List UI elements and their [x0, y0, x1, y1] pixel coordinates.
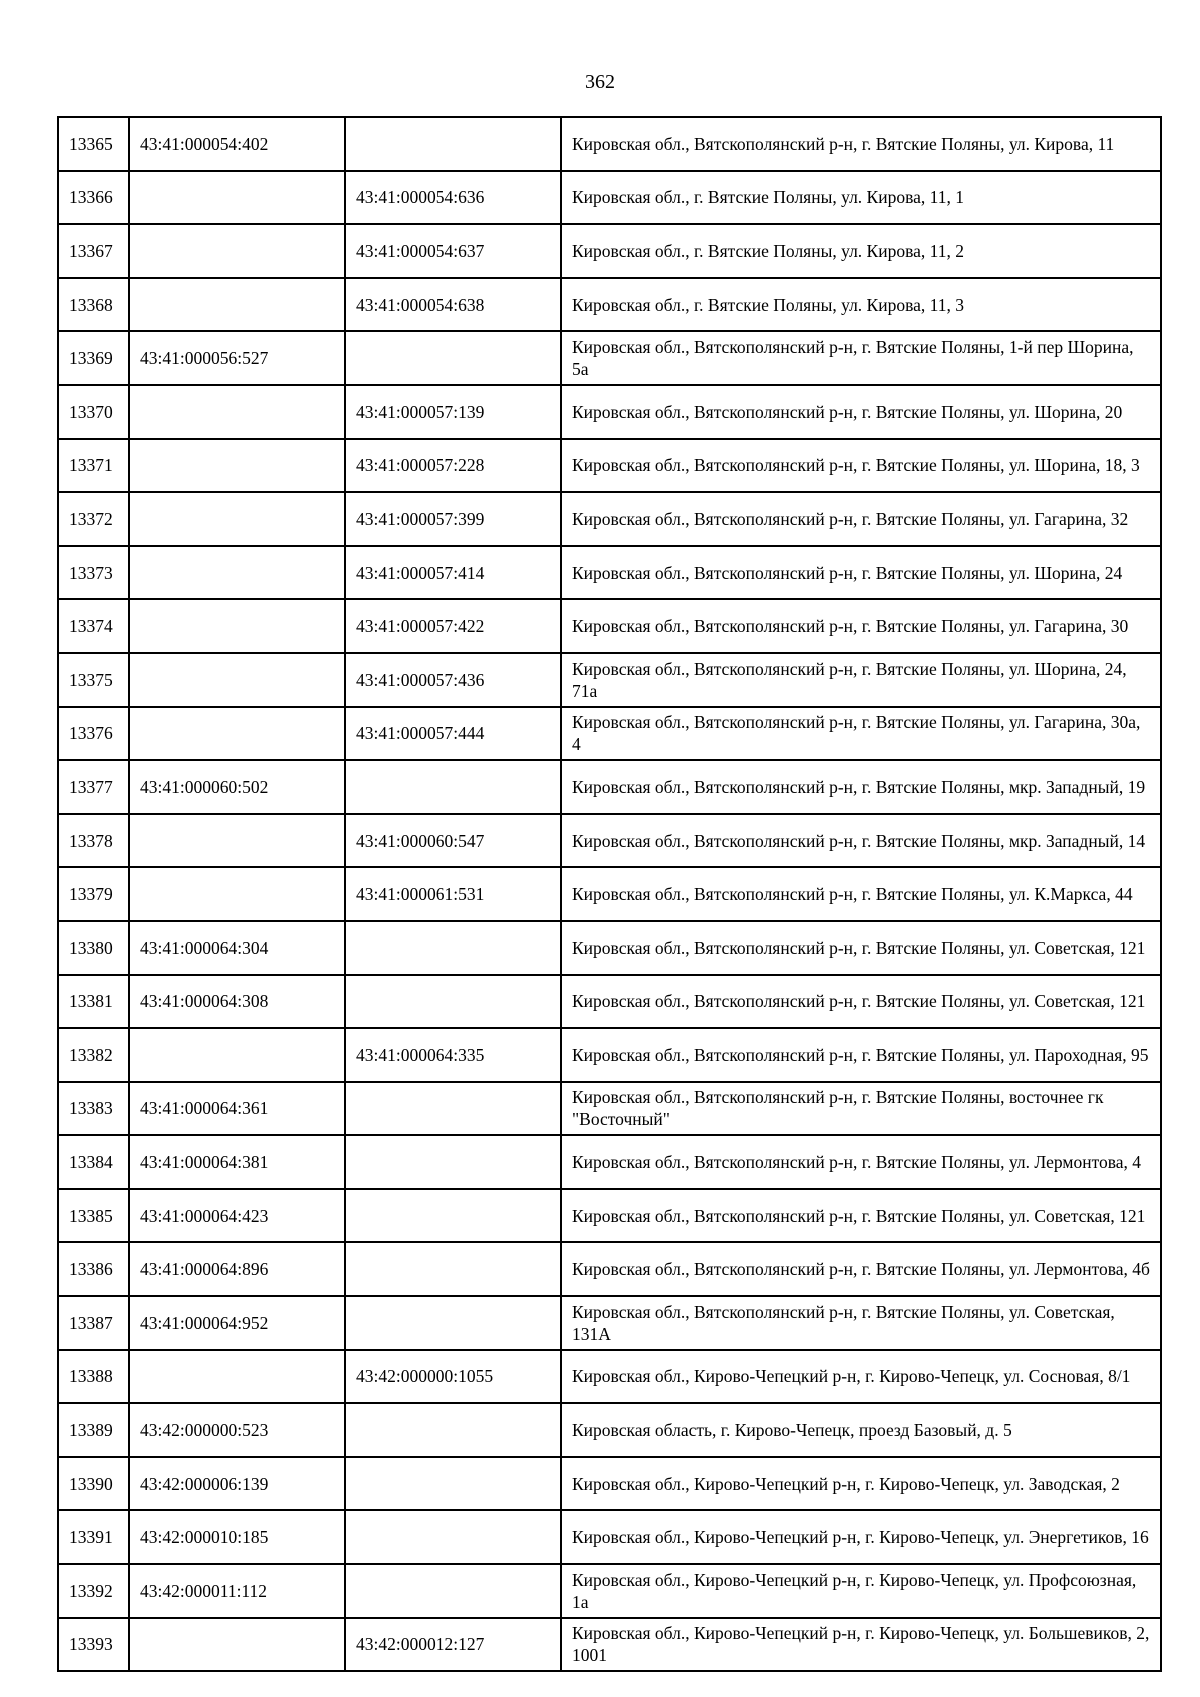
- table-row: [58, 1510, 1161, 1564]
- cadastral-number-cell: [129, 599, 345, 653]
- related-cadastral-number-cell: 43:41:000057:444: [345, 707, 561, 761]
- cadastral-number-cell: 43:41:000054:402: [129, 117, 345, 171]
- row-number-cell: 13379: [58, 867, 129, 921]
- address-cell: Кировская обл., Вятскополянский р-н, г. Вятские Поляны, ул. Шорина, 24: [561, 546, 1161, 600]
- related-cadastral-number-cell: 43:41:000057:436: [345, 653, 561, 707]
- table-row: [58, 707, 1161, 761]
- address-cell: Кировская обл., Вятскополянский р-н, г. Вятские Поляны, ул. Лермонтова, 4: [561, 1135, 1161, 1189]
- related-cadastral-number-cell: 43:41:000054:637: [345, 224, 561, 278]
- row-number-cell: 13382: [58, 1028, 129, 1082]
- row-number-cell: 13392: [58, 1564, 129, 1618]
- row-number-cell: 13381: [58, 975, 129, 1029]
- related-cadastral-number-cell: 43:41:000057:228: [345, 439, 561, 493]
- related-cadastral-number-cell: 43:41:000057:414: [345, 546, 561, 600]
- related-cadastral-number-cell: 43:41:000061:531: [345, 867, 561, 921]
- address-cell: Кировская обл., Вятскополянский р-н, г. Вятские Поляны, ул. Советская, 121: [561, 975, 1161, 1029]
- table-row: [58, 1350, 1161, 1404]
- row-number-cell: 13374: [58, 599, 129, 653]
- row-number-cell: 13376: [58, 707, 129, 761]
- related-cadastral-number-cell: 43:41:000057:139: [345, 385, 561, 439]
- address-cell: Кировская обл., Вятскополянский р-н, г. Вятские Поляны, ул. Гагарина, 30: [561, 599, 1161, 653]
- address-cell: Кировская обл., Кирово-Чепецкий р-н, г. Кирово-Чепецк, ул. Энергетиков, 16: [561, 1510, 1161, 1564]
- address-cell: Кировская обл., Вятскополянский р-н, г. Вятские Поляны, ул. Советская, 121: [561, 1189, 1161, 1243]
- row-number-cell: 13378: [58, 814, 129, 868]
- cadastral-number-cell: 43:42:000006:139: [129, 1457, 345, 1511]
- table-row: [58, 599, 1161, 653]
- address-cell: Кировская обл., Вятскополянский р-н, г. Вятские Поляны, ул. Шорина, 18, 3: [561, 439, 1161, 493]
- address-cell: Кировская обл., Вятскополянский р-н, г. Вятские Поляны, мкр. Западный, 14: [561, 814, 1161, 868]
- row-number-cell: 13371: [58, 439, 129, 493]
- related-cadastral-number-cell: [345, 331, 561, 385]
- row-number-cell: 13377: [58, 760, 129, 814]
- table-row: [58, 546, 1161, 600]
- related-cadastral-number-cell: 43:41:000054:638: [345, 278, 561, 332]
- related-cadastral-number-cell: [345, 1457, 561, 1511]
- registry-table: [57, 116, 1162, 1672]
- row-number-cell: 13380: [58, 921, 129, 975]
- row-number-cell: 13391: [58, 1510, 129, 1564]
- related-cadastral-number-cell: [345, 1082, 561, 1136]
- cadastral-number-cell: 43:42:000000:523: [129, 1403, 345, 1457]
- registry-table-body: [58, 117, 1161, 1671]
- related-cadastral-number-cell: [345, 760, 561, 814]
- row-number-cell: 13387: [58, 1296, 129, 1350]
- related-cadastral-number-cell: [345, 117, 561, 171]
- cadastral-number-cell: [129, 492, 345, 546]
- cadastral-number-cell: [129, 814, 345, 868]
- cadastral-number-cell: 43:41:000064:361: [129, 1082, 345, 1136]
- related-cadastral-number-cell: 43:42:000000:1055: [345, 1350, 561, 1404]
- address-cell: Кировская обл., Вятскополянский р-н, г. Вятские Поляны, ул. К.Маркса, 44: [561, 867, 1161, 921]
- cadastral-number-cell: [129, 439, 345, 493]
- cadastral-number-cell: [129, 278, 345, 332]
- cadastral-number-cell: 43:41:000064:304: [129, 921, 345, 975]
- address-cell: Кировская обл., Вятскополянский р-н, г. Вятские Поляны, ул. Советская, 121: [561, 921, 1161, 975]
- related-cadastral-number-cell: 43:41:000057:422: [345, 599, 561, 653]
- table-row: [58, 1618, 1161, 1672]
- table-row: [58, 975, 1161, 1029]
- address-cell: Кировская обл., г. Вятские Поляны, ул. Кирова, 11, 3: [561, 278, 1161, 332]
- table-row: [58, 492, 1161, 546]
- address-cell: Кировская обл., Вятскополянский р-н, г. Вятские Поляны, ул. Гагарина, 30а, 4: [561, 707, 1161, 761]
- table-row: [58, 1564, 1161, 1618]
- address-cell: Кировская обл., Вятскополянский р-н, г. Вятские Поляны, ул. Шорина, 24, 71а: [561, 653, 1161, 707]
- table-row: [58, 1082, 1161, 1136]
- cadastral-number-cell: 43:41:000064:381: [129, 1135, 345, 1189]
- table-row: [58, 1457, 1161, 1511]
- address-cell: Кировская обл., Вятскополянский р-н, г. Вятские Поляны, ул. Шорина, 20: [561, 385, 1161, 439]
- cadastral-number-cell: 43:41:000064:896: [129, 1242, 345, 1296]
- row-number-cell: 13385: [58, 1189, 129, 1243]
- cadastral-number-cell: 43:41:000064:308: [129, 975, 345, 1029]
- cadastral-number-cell: [129, 224, 345, 278]
- cadastral-number-cell: 43:41:000060:502: [129, 760, 345, 814]
- row-number-cell: 13383: [58, 1082, 129, 1136]
- address-cell: Кировская обл., Вятскополянский р-н, г. Вятские Поляны, ул. Кирова, 11: [561, 117, 1161, 171]
- table-row: [58, 1242, 1161, 1296]
- cadastral-number-cell: [129, 867, 345, 921]
- page-number: 362: [585, 71, 615, 93]
- cadastral-number-cell: 43:42:000010:185: [129, 1510, 345, 1564]
- related-cadastral-number-cell: [345, 1135, 561, 1189]
- related-cadastral-number-cell: [345, 1242, 561, 1296]
- address-cell: Кировская обл., Кирово-Чепецкий р-н, г. Кирово-Чепецк, ул. Профсоюзная, 1а: [561, 1564, 1161, 1618]
- related-cadastral-number-cell: 43:41:000064:335: [345, 1028, 561, 1082]
- cadastral-number-cell: [129, 707, 345, 761]
- row-number-cell: 13386: [58, 1242, 129, 1296]
- row-number-cell: 13366: [58, 171, 129, 225]
- address-cell: Кировская обл., Кирово-Чепецкий р-н, г. Кирово-Чепецк, ул. Сосновая, 8/1: [561, 1350, 1161, 1404]
- row-number-cell: 13393: [58, 1618, 129, 1672]
- address-cell: Кировская обл., Вятскополянский р-н, г. Вятские Поляны, восточнее гк "Восточный": [561, 1082, 1161, 1136]
- address-cell: Кировская обл., Вятскополянский р-н, г. Вятские Поляны, ул. Лермонтова, 4б: [561, 1242, 1161, 1296]
- related-cadastral-number-cell: 43:41:000057:399: [345, 492, 561, 546]
- row-number-cell: 13372: [58, 492, 129, 546]
- cadastral-number-cell: 43:41:000064:423: [129, 1189, 345, 1243]
- table-row: [58, 921, 1161, 975]
- table-row: [58, 760, 1161, 814]
- table-row: [58, 439, 1161, 493]
- cadastral-number-cell: [129, 171, 345, 225]
- table-row: [58, 814, 1161, 868]
- table-row: [58, 1135, 1161, 1189]
- row-number-cell: 13384: [58, 1135, 129, 1189]
- related-cadastral-number-cell: 43:41:000054:636: [345, 171, 561, 225]
- related-cadastral-number-cell: [345, 975, 561, 1029]
- cadastral-number-cell: 43:42:000011:112: [129, 1564, 345, 1618]
- table-row: [58, 867, 1161, 921]
- row-number-cell: 13367: [58, 224, 129, 278]
- row-number-cell: 13375: [58, 653, 129, 707]
- cadastral-number-cell: [129, 546, 345, 600]
- row-number-cell: 13389: [58, 1403, 129, 1457]
- related-cadastral-number-cell: 43:42:000012:127: [345, 1618, 561, 1672]
- row-number-cell: 13370: [58, 385, 129, 439]
- table-row: [58, 278, 1161, 332]
- address-cell: Кировская обл., Вятскополянский р-н, г. Вятские Поляны, 1-й пер Шорина, 5а: [561, 331, 1161, 385]
- related-cadastral-number-cell: [345, 1564, 561, 1618]
- address-cell: Кировская область, г. Кирово-Чепецк, проезд Базовый, д. 5: [561, 1403, 1161, 1457]
- address-cell: Кировская обл., Кирово-Чепецкий р-н, г. Кирово-Чепецк, ул. Большевиков, 2, 1001: [561, 1618, 1161, 1672]
- row-number-cell: 13368: [58, 278, 129, 332]
- related-cadastral-number-cell: [345, 1189, 561, 1243]
- row-number-cell: 13373: [58, 546, 129, 600]
- cadastral-number-cell: 43:41:000064:952: [129, 1296, 345, 1350]
- address-cell: Кировская обл., Кирово-Чепецкий р-н, г. Кирово-Чепецк, ул. Заводская, 2: [561, 1457, 1161, 1511]
- address-cell: Кировская обл., г. Вятские Поляны, ул. Кирова, 11, 2: [561, 224, 1161, 278]
- row-number-cell: 13365: [58, 117, 129, 171]
- table-row: [58, 117, 1161, 171]
- cadastral-number-cell: [129, 653, 345, 707]
- table-row: [58, 1189, 1161, 1243]
- table-row: [58, 1028, 1161, 1082]
- address-cell: Кировская обл., г. Вятские Поляны, ул. Кирова, 11, 1: [561, 171, 1161, 225]
- related-cadastral-number-cell: [345, 1296, 561, 1350]
- row-number-cell: 13390: [58, 1457, 129, 1511]
- table-row: [58, 385, 1161, 439]
- related-cadastral-number-cell: 43:41:000060:547: [345, 814, 561, 868]
- cadastral-number-cell: [129, 1618, 345, 1672]
- address-cell: Кировская обл., Вятскополянский р-н, г. Вятские Поляны, ул. Советская, 131А: [561, 1296, 1161, 1350]
- address-cell: Кировская обл., Вятскополянский р-н, г. Вятские Поляны, ул. Гагарина, 32: [561, 492, 1161, 546]
- related-cadastral-number-cell: [345, 1510, 561, 1564]
- related-cadastral-number-cell: [345, 1403, 561, 1457]
- table-row: [58, 1403, 1161, 1457]
- address-cell: Кировская обл., Вятскополянский р-н, г. Вятские Поляны, ул. Пароходная, 95: [561, 1028, 1161, 1082]
- address-cell: Кировская обл., Вятскополянский р-н, г. Вятские Поляны, мкр. Западный, 19: [561, 760, 1161, 814]
- cadastral-number-cell: 43:41:000056:527: [129, 331, 345, 385]
- cadastral-number-cell: [129, 385, 345, 439]
- table-row: [58, 224, 1161, 278]
- table-row: [58, 331, 1161, 385]
- related-cadastral-number-cell: [345, 921, 561, 975]
- row-number-cell: 13369: [58, 331, 129, 385]
- cadastral-number-cell: [129, 1350, 345, 1404]
- table-row: [58, 1296, 1161, 1350]
- table-row: [58, 653, 1161, 707]
- row-number-cell: 13388: [58, 1350, 129, 1404]
- cadastral-number-cell: [129, 1028, 345, 1082]
- table-row: [58, 171, 1161, 225]
